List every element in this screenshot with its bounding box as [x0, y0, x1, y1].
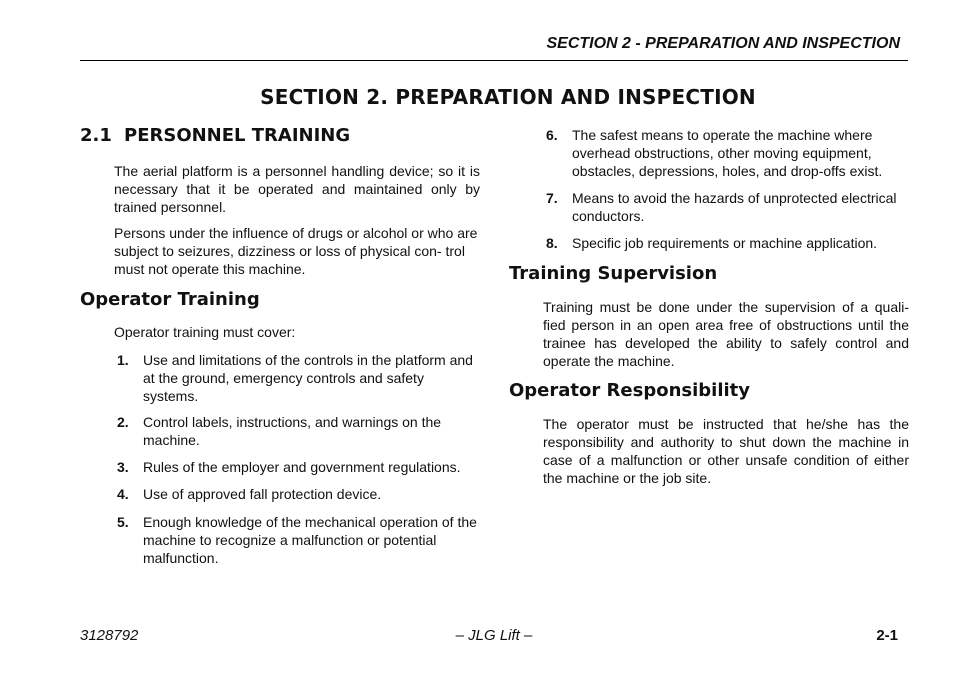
- heading-training-supervision: Training Supervision: [509, 263, 718, 284]
- list-item-number: 7.: [546, 190, 558, 206]
- training-supervision-text: Training must be done under the supervision of a quali- fied person in an open area free of obstructions until the trainee has developed the ability to safely control and operate the machine.: [543, 299, 909, 369]
- operator-responsibility-text: The operator must be instructed that he/she has the responsibility and authority to shut down the machine in case of a malfunction or other unsafe condition of either the machine or the job site.: [543, 416, 909, 486]
- heading-text: PERSONNEL TRAINING: [124, 125, 351, 146]
- header-rule: [80, 60, 908, 61]
- list-item-text: The safest means to operate the machine where overhead obstructions, other moving equipment, obstacles, depressions, holes, and drop-offs exist.: [572, 127, 883, 179]
- list-item-text: Specific job requirements or machine application.: [572, 235, 878, 251]
- running-header: SECTION 2 - PREPARATION AND INSPECTION: [546, 35, 900, 52]
- personnel-paragraph-1: The aerial platform is a personnel handling device; so it is necessary that it be operated and maintained only by trained personnel.: [114, 163, 480, 215]
- list-item-number: 4.: [117, 486, 129, 502]
- list-item-number: 8.: [546, 235, 558, 251]
- section-title: SECTION 2. PREPARATION AND INSPECTION: [260, 85, 756, 109]
- list-item-text: Enough knowledge of the mechanical operation of the machine to recognize a malfunction or potential malfunction.: [143, 514, 477, 566]
- list-item-text: Control labels, instructions, and warnings on the machine.: [143, 414, 442, 448]
- personnel-paragraph-2: Persons under the influence of drugs or alcohol or who are subject to seizures, dizziness or loss of physical con- trol must not operate this machine.: [114, 225, 478, 277]
- list-item-number: 5.: [117, 514, 129, 530]
- list-item-number: 1.: [117, 352, 129, 368]
- heading-personnel-training: [80, 125, 350, 146]
- list-item-number: 6.: [546, 127, 558, 143]
- list-item-text: Rules of the employer and government regulations.: [143, 459, 461, 475]
- heading-number: 2.1: [80, 125, 112, 146]
- list-item-text: Use and limitations of the controls in the platform and at the ground, emergency controls and safety systems.: [143, 352, 473, 404]
- footer-doc-number: 3128792: [80, 627, 139, 644]
- heading-operator-training: Operator Training: [80, 289, 260, 310]
- list-item-text: Means to avoid the hazards of unprotected electrical conductors.: [572, 190, 897, 224]
- page-number: 2-1: [876, 627, 898, 644]
- list-item-number: 2.: [117, 414, 129, 430]
- list-item-text: Use of approved fall protection device.: [143, 486, 382, 502]
- list-item-number: 3.: [117, 459, 129, 475]
- footer-center: – JLG Lift –: [455, 627, 533, 644]
- heading-operator-responsibility: Operator Responsibility: [509, 380, 750, 401]
- operator-training-intro: Operator training must cover:: [114, 324, 296, 340]
